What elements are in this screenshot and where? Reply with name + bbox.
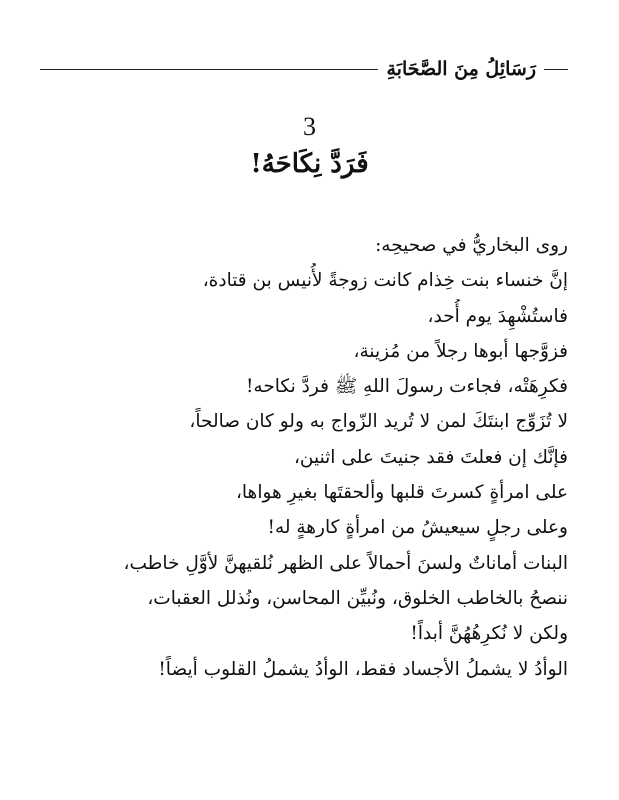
text-line: فكرِهَتْه، فجاءت رسولَ اللهِ ﷺ فردَّ نكاحه! [246,376,568,398]
text-line: وعلى رجلٍ سيعيشُ من امرأةٍ كارهةٍ له! [267,517,568,539]
text-line: إنَّ خنساء بنت خِذام كانت زوجةً لأُنيس بن قتادة، [202,270,568,292]
text-line: لا تُزَوِّج ابنتَكَ لمن لا تُريد الزّواج به ولو كان صالحاً، [189,411,568,433]
text-line: فإنَّك إن فعلتَ فقد جنيتَ على اثنين، [293,446,568,468]
text-line: على امرأةٍ كسرتَ قلبها وألحقتَها بغيرِ هواها، [235,482,568,504]
chapter-number: 3 [303,112,316,141]
running-header [40,52,568,86]
chapter-title: فَرَدَّ نِكَاحَهُ! [250,149,369,179]
text-line: فزوَّجها أبوها رجلاً من مُزينة، [353,340,568,362]
text-line: الوأدُ لا يشملُ الأجساد فقط، الوأدُ يشملُ القلوب أيضاً! [158,658,568,680]
text-line: ولكن لا نُكرِهُهُنَّ أبداً! [410,623,568,645]
text-line: ننصحُ بالخاطب الخلوق، ونُبيِّن المحاسن، ونُذلل العقبات، [147,587,568,609]
text-line: البنات أماناتٌ ولسنَ أحمالاً على الظهر نُلقيهنَّ لأوَّلِ خاطب، [123,552,568,574]
header-rule-right [544,69,568,70]
header-title: رَسَائِلُ مِنَ الصَّحَابَةِ [386,58,536,80]
header-rule-left [40,69,378,70]
body-text [40,228,568,687]
text-line: روى البخاريُّ في صحيحِه: [375,235,568,256]
text-line: فاستُشْهِدَ يوم أُحد، [427,305,568,327]
